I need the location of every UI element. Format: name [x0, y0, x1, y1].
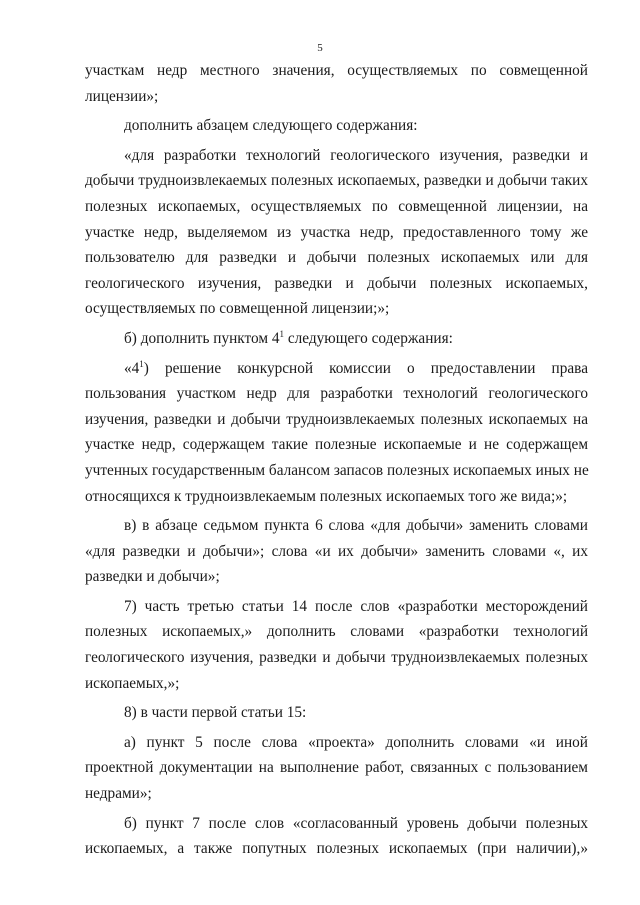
page-number: 5 [317, 42, 323, 54]
paragraph [85, 143, 588, 322]
paragraph [85, 326, 588, 352]
text-line: полезных ископаемых,» дополнить словами «разработки технологий [85, 623, 588, 641]
text-line: проектной документации на выполнение работ, связанных с пользованием [85, 759, 588, 777]
paragraph [85, 58, 588, 109]
text-line [85, 356, 588, 382]
text-line: а) пункт 5 после слова «проекта» дополнить словами «и иной [124, 733, 588, 751]
text-line: добычи трудноизвлекаемых полезных ископаемых, разведки и добычи таких [85, 172, 588, 190]
text-line: «для разработки технологий геологического изучения, разведки и [124, 146, 588, 164]
paragraph [85, 513, 588, 590]
text-line: изучения, разведки и добычи трудноизвлекаемых полезных ископаемых на [85, 410, 588, 428]
text-line: пользования участком недр для разработки технологий геологического [85, 385, 588, 403]
text-line: полезных ископаемых, осуществляемых по совмещенной лицензии, на [85, 197, 588, 215]
text-line: недрами»; [85, 785, 152, 803]
text-line: дополнить абзацем следующего содержания: [124, 117, 418, 135]
text-line: ископаемых, а также попутных полезных ископаемых (при наличии),» [85, 840, 588, 858]
text-line: геологического изучения, разведки и добычи трудноизвлекаемых полезных [85, 649, 588, 667]
text-line: относящихся к трудноизвлекаемым полезных ископаемых того же вида;»; [85, 487, 568, 505]
text-segment: ) решение конкурсной комиссии о предоставлении права [143, 359, 588, 377]
text-segment: «4 [124, 359, 140, 377]
text-line: осуществляемых по совмещенной лицензии;»; [85, 300, 390, 318]
text-line: разведки и добычи»; [85, 568, 220, 586]
text-line: 7) часть третью статьи 14 после слов «разработки месторождений [124, 597, 588, 615]
superscript: 1 [279, 328, 285, 339]
paragraph [85, 113, 588, 139]
text-line: «для разведки и добычи»; слова «и их добычи» заменить словами «, их [85, 542, 588, 560]
text-line: геологического изучения, разведки и добычи полезных ископаемых, [85, 274, 588, 292]
paragraph [85, 811, 588, 862]
text-line: ископаемых,»; [85, 674, 180, 692]
text-line: учтенных государственным балансом запасов полезных ископаемых иных не [85, 461, 589, 479]
text-line: в) в абзаце седьмом пункта 6 слова «для добычи» заменить словами [124, 517, 588, 535]
superscript: 1 [139, 358, 144, 369]
text-line: пользователю для разведки и добычи полезных ископаемых или для [85, 249, 588, 267]
paragraph [85, 594, 588, 696]
text-line: участкам недр местного значения, осуществляемых по совмещенной [85, 62, 588, 79]
text-line: б) пункт 7 после слов «согласованный уровень добычи полезных [124, 814, 588, 832]
paragraph [85, 730, 588, 807]
text-segment: следующего содержания: [284, 329, 453, 347]
text-line: 8) в части первой статьи 15: [124, 704, 307, 722]
text-line: участке недр, содержащем такие полезные ископаемые и не содержащем [85, 436, 588, 454]
document-body [85, 58, 588, 862]
text-segment: б) дополнить пунктом 4 [124, 329, 280, 347]
paragraph [85, 356, 588, 510]
paragraph [85, 700, 588, 726]
text-line [85, 326, 588, 352]
text-line: лицензии»; [85, 87, 159, 105]
text-line: участке недр, выделяемом из участка недр, предоставленного тому же [85, 223, 588, 241]
